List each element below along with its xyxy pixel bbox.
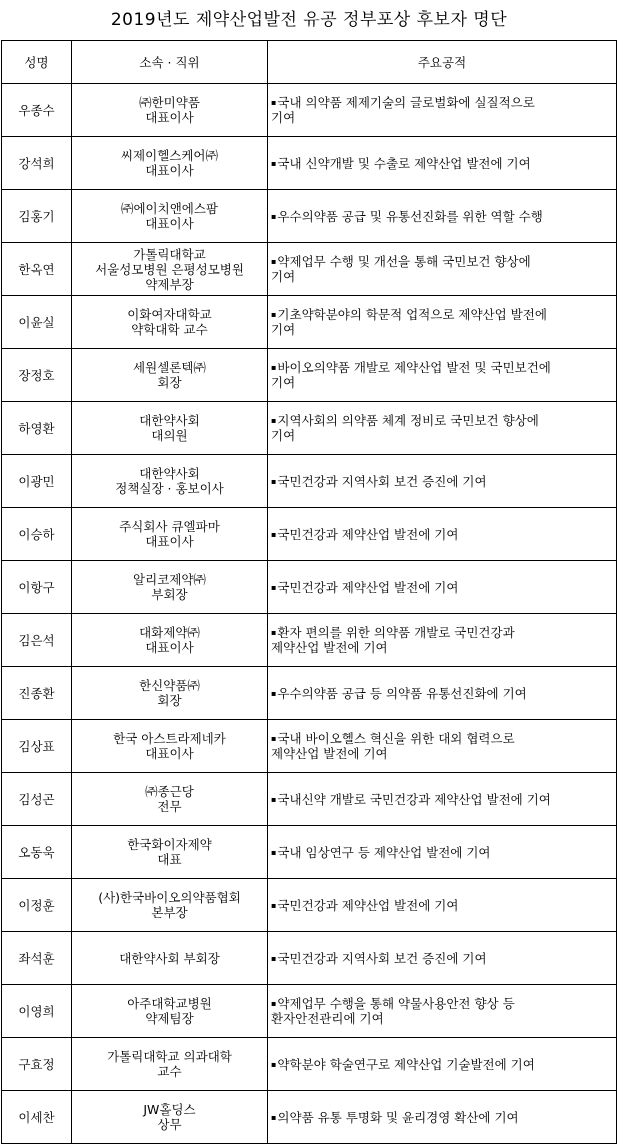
merit-text: 약제업무 수행 및 개선을 통해 국민보건 향상에 — [277, 254, 531, 269]
nominee-name: 이영희 — [2, 985, 72, 1038]
affiliation-line: 대의원 — [151, 428, 188, 443]
affiliation-line: 대표이사 — [145, 640, 194, 655]
header-affiliation: 소속 · 직위 — [72, 41, 268, 84]
nominee-affiliation — [72, 402, 268, 455]
bullet-icon: ▪ — [271, 476, 277, 486]
affiliation-line: ㈜에이치앤에스팜 — [120, 201, 219, 216]
affiliation-line: 대한약사회 — [139, 413, 200, 428]
header-merit: 주요공적 — [268, 41, 617, 84]
merit-text: 환자안전관리에 기여 — [271, 1011, 384, 1026]
merit-line — [271, 580, 612, 595]
bullet-icon: ▪ — [271, 734, 277, 743]
nominee-merit — [268, 1038, 617, 1091]
merit-text: 제약산업 발전에 기여 — [271, 640, 388, 655]
bullet-icon: ▪ — [271, 582, 277, 592]
nominee-name: 우종수 — [2, 84, 72, 137]
bullet-icon: ▪ — [271, 529, 277, 539]
affiliation-line: 회장 — [157, 375, 182, 390]
table-row — [2, 137, 617, 190]
affiliation-line: JW홀딩스 — [143, 1102, 196, 1117]
merit-line — [271, 640, 612, 655]
nominee-affiliation — [72, 243, 268, 296]
bullet-icon: ▪ — [271, 158, 277, 168]
nominee-table — [1, 40, 617, 1144]
affiliation-line: 대표이사 — [145, 163, 194, 178]
nominee-affiliation — [72, 773, 268, 826]
nominee-affiliation — [72, 879, 268, 932]
affiliation-line: 대한약사회 — [139, 466, 200, 481]
table-row — [2, 1091, 617, 1144]
nominee-merit — [268, 614, 617, 667]
nominee-name: 김홍기 — [2, 190, 72, 243]
merit-text: 국민건강과 제약산업 발전에 기여 — [277, 579, 459, 595]
nominee-merit — [268, 455, 617, 508]
nominee-name: 이세찬 — [2, 1091, 72, 1144]
merit-text: 국민건강과 제약산업 발전에 기여 — [277, 526, 459, 542]
nominee-merit — [268, 508, 617, 561]
merit-line — [271, 686, 612, 701]
merit-line — [271, 527, 612, 542]
merit-text: 국내 바이오헬스 혁신을 위한 대외 협력으로 — [277, 731, 515, 746]
merit-text: 바이오의약품 개발로 제약산업 발전 및 국민보건에 — [277, 360, 551, 375]
nominee-merit — [268, 826, 617, 879]
bullet-icon: ▪ — [271, 310, 277, 319]
nominee-merit — [268, 879, 617, 932]
affiliation-line: 회장 — [157, 693, 182, 708]
table-row — [2, 561, 617, 614]
merit-line — [271, 474, 612, 489]
affiliation-line: 약학대학 교수 — [131, 322, 208, 337]
affiliation-line: 전무 — [157, 799, 182, 814]
merit-line — [271, 1057, 612, 1072]
merit-line — [271, 1110, 612, 1125]
affiliation-line: 가톨릭대학교 의과대학 — [107, 1049, 232, 1064]
merit-text: 환자 편의를 위한 의약품 개발로 국민건강과 — [277, 625, 515, 640]
nominee-name: 진종환 — [2, 667, 72, 720]
bullet-icon: ▪ — [271, 211, 277, 221]
affiliation-line: 씨제이헬스케어㈜ — [120, 148, 219, 163]
bullet-icon: ▪ — [271, 794, 277, 804]
affiliation-line: 대표이사 — [145, 534, 194, 549]
nominee-affiliation — [72, 667, 268, 720]
table-row — [2, 826, 617, 879]
merit-line — [271, 322, 612, 337]
affiliation-line: 상무 — [157, 1117, 182, 1132]
table-row — [2, 1038, 617, 1091]
nominee-affiliation — [72, 455, 268, 508]
nominee-name: 구효정 — [2, 1038, 72, 1091]
nominee-name: 이정훈 — [2, 879, 72, 932]
merit-text: 기여 — [271, 110, 296, 125]
affiliation-line: 한신약품㈜ — [139, 678, 200, 693]
bullet-icon: ▪ — [271, 98, 277, 107]
merit-text: 우수의약품 공급 및 유통선진화를 위한 역할 수행 — [277, 208, 543, 224]
nominee-affiliation — [72, 720, 268, 773]
merit-line — [271, 156, 612, 171]
bullet-icon: ▪ — [271, 999, 277, 1008]
table-row — [2, 508, 617, 561]
table-row — [2, 773, 617, 826]
merit-text: 기여 — [271, 428, 296, 443]
merit-line — [271, 898, 612, 913]
nominee-merit — [268, 137, 617, 190]
nominee-name: 김은석 — [2, 614, 72, 667]
nominee-affiliation — [72, 84, 268, 137]
nominee-merit — [268, 720, 617, 773]
bullet-icon: ▪ — [271, 416, 277, 425]
merit-line — [271, 413, 612, 428]
nominee-name: 이광민 — [2, 455, 72, 508]
affiliation-line: 약제부장 — [145, 276, 194, 292]
merit-text: 국민건강과 지역사회 보건 증진에 기여 — [277, 950, 487, 966]
affiliation-line: 부회장 — [151, 587, 188, 602]
merit-line — [271, 375, 612, 390]
merit-text: 기여 — [271, 375, 296, 390]
affiliation-line: 이화여자대학교 — [127, 307, 212, 322]
header-name: 성명 — [2, 41, 72, 84]
affiliation-line: 대표이사 — [145, 216, 194, 231]
affiliation-line: 대화제약㈜ — [139, 625, 200, 640]
bullet-icon: ▪ — [271, 363, 277, 372]
affiliation-line: 아주대학교병원 — [127, 996, 212, 1011]
nominee-merit — [268, 190, 617, 243]
affiliation-line: (사)한국바이오의약품협회 — [98, 890, 241, 905]
merit-line — [271, 209, 612, 224]
merit-text: 기여 — [271, 269, 296, 284]
nominee-merit — [268, 84, 617, 137]
nominee-name: 오동욱 — [2, 826, 72, 879]
merit-line — [271, 731, 612, 746]
affiliation-line: 대한약사회 부회장 — [119, 950, 220, 966]
nominee-name: 한옥연 — [2, 243, 72, 296]
nominee-merit — [268, 243, 617, 296]
bullet-icon: ▪ — [271, 953, 277, 963]
nominee-name: 장정호 — [2, 349, 72, 402]
nominee-merit — [268, 773, 617, 826]
merit-line — [271, 307, 612, 322]
nominee-name: 김성곤 — [2, 773, 72, 826]
merit-line — [271, 95, 612, 110]
merit-text: 기여 — [271, 322, 296, 337]
affiliation-line: 한국화이자제약 — [127, 837, 212, 852]
affiliation-line: 주식회사 큐엘파마 — [119, 519, 220, 534]
nominee-merit — [268, 1091, 617, 1144]
bullet-icon: ▪ — [271, 847, 277, 857]
merit-line — [271, 996, 612, 1011]
nominee-affiliation — [72, 561, 268, 614]
table-row — [2, 84, 617, 137]
merit-line — [271, 845, 612, 860]
bullet-icon: ▪ — [271, 628, 277, 637]
nominee-affiliation — [72, 137, 268, 190]
nominee-merit — [268, 349, 617, 402]
nominee-merit — [268, 402, 617, 455]
nominee-affiliation — [72, 932, 268, 985]
nominee-affiliation — [72, 190, 268, 243]
table-row — [2, 720, 617, 773]
affiliation-line: 가톨릭대학교 — [133, 246, 206, 262]
nominee-affiliation — [72, 1038, 268, 1091]
merit-text: 약제업무 수행을 통해 약물사용안전 향상 등 — [277, 996, 515, 1011]
bullet-icon: ▪ — [271, 257, 277, 266]
table-row — [2, 243, 617, 296]
table-row — [2, 667, 617, 720]
merit-text: 의약품 유통 투명화 및 윤리경영 확산에 기여 — [277, 1109, 519, 1125]
nominee-merit — [268, 932, 617, 985]
bullet-icon: ▪ — [271, 900, 277, 910]
table-row — [2, 455, 617, 508]
nominee-name: 좌석훈 — [2, 932, 72, 985]
nominee-merit — [268, 296, 617, 349]
merit-line — [271, 951, 612, 966]
table-row — [2, 296, 617, 349]
merit-line — [271, 269, 612, 284]
affiliation-line: 한국 아스트라제네카 — [113, 731, 226, 746]
merit-text: 국내 임상연구 등 제약산업 발전에 기여 — [277, 844, 491, 860]
affiliation-line: 교수 — [157, 1064, 182, 1079]
nominee-affiliation — [72, 1091, 268, 1144]
affiliation-line: 서울성모병원 은평성모병원 — [95, 261, 244, 277]
nominee-affiliation — [72, 826, 268, 879]
merit-text: 우수의약품 공급 등 의약품 유통선진화에 기여 — [277, 685, 527, 701]
nominee-affiliation — [72, 296, 268, 349]
table-row — [2, 349, 617, 402]
table-row — [2, 985, 617, 1038]
merit-text: 국내 신약개발 및 수출로 제약산업 발전에 기여 — [277, 155, 531, 171]
bullet-icon: ▪ — [271, 1059, 277, 1069]
nominee-affiliation — [72, 508, 268, 561]
affiliation-line: 정책실장 · 홍보이사 — [115, 481, 224, 496]
document-title: 2019년도 제약산업발전 유공 정부포상 후보자 명단 — [110, 10, 508, 30]
merit-text: 기초약학분야의 학문적 업적으로 제약산업 발전에 — [277, 307, 547, 322]
table-row — [2, 932, 617, 985]
nominee-name: 김상표 — [2, 720, 72, 773]
nominee-affiliation — [72, 985, 268, 1038]
table-body — [2, 84, 617, 1144]
merit-line — [271, 110, 612, 125]
merit-line — [271, 360, 612, 375]
merit-line — [271, 792, 612, 807]
affiliation-line: 세원셀론텍㈜ — [133, 360, 206, 375]
nominee-affiliation — [72, 614, 268, 667]
nominee-name: 이항구 — [2, 561, 72, 614]
merit-line — [271, 1011, 612, 1026]
merit-line — [271, 746, 612, 761]
table-row — [2, 879, 617, 932]
merit-text: 국민건강과 제약산업 발전에 기여 — [277, 897, 459, 913]
nominee-merit — [268, 667, 617, 720]
merit-text: 국내신약 개발로 국민건강과 제약산업 발전에 기여 — [277, 791, 551, 807]
merit-text: 지역사회의 의약품 체계 정비로 국민보건 향상에 — [277, 413, 539, 428]
affiliation-line: 대표이사 — [145, 110, 194, 125]
nominee-name: 강석희 — [2, 137, 72, 190]
nominee-name: 이윤실 — [2, 296, 72, 349]
affiliation-line: 대표이사 — [145, 746, 194, 761]
merit-text: 국내 의약품 제제기술의 글로벌화에 실질적으로 — [277, 95, 535, 110]
bullet-icon: ▪ — [271, 688, 277, 698]
table-row — [2, 402, 617, 455]
merit-line — [271, 254, 612, 269]
affiliation-line: 약제팀장 — [145, 1011, 194, 1026]
affiliation-line: ㈜한미약품 — [139, 95, 200, 110]
nominee-merit — [268, 561, 617, 614]
nominee-merit — [268, 985, 617, 1038]
table-row — [2, 190, 617, 243]
table-header-row — [2, 41, 617, 84]
merit-text: 약학분야 학술연구로 제약산업 기술발전에 기여 — [277, 1056, 535, 1072]
bullet-icon: ▪ — [271, 1112, 277, 1122]
merit-text: 국민건강과 지역사회 보건 증진에 기여 — [277, 473, 487, 489]
table-row — [2, 614, 617, 667]
merit-text: 제약산업 발전에 기여 — [271, 746, 388, 761]
nominee-name: 이승하 — [2, 508, 72, 561]
merit-line — [271, 428, 612, 443]
nominee-affiliation — [72, 349, 268, 402]
affiliation-line: ㈜종근당 — [145, 784, 194, 799]
merit-line — [271, 625, 612, 640]
affiliation-line: 알리코제약㈜ — [133, 572, 206, 587]
nominee-name: 하영환 — [2, 402, 72, 455]
affiliation-line: 대표 — [157, 852, 182, 867]
affiliation-line: 본부장 — [151, 905, 188, 920]
